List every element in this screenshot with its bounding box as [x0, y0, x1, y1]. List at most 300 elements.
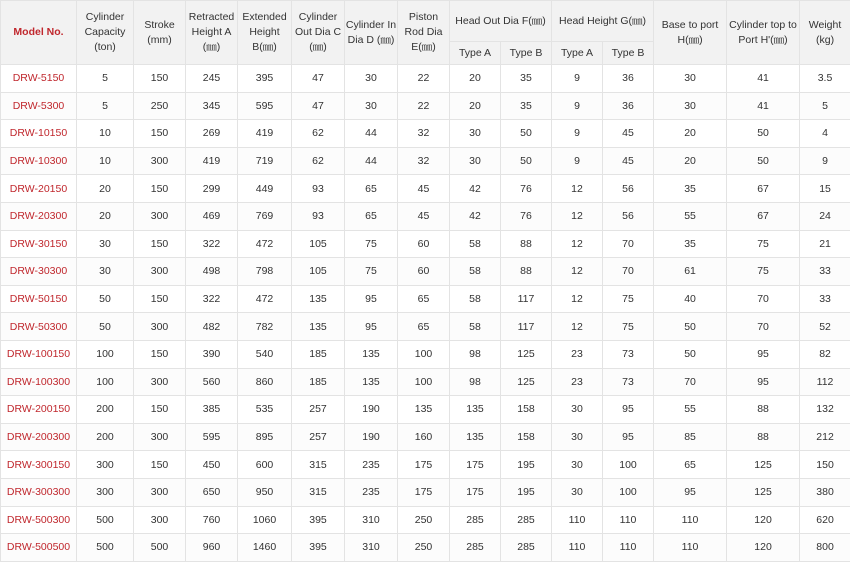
table-cell: 760	[186, 506, 238, 534]
table-cell: 322	[186, 230, 238, 258]
table-cell: 160	[398, 423, 450, 451]
model-number-link[interactable]: DRW-100150	[1, 340, 77, 368]
table-cell: 56	[603, 202, 654, 230]
table-cell: 88	[727, 423, 800, 451]
table-cell: 95	[727, 340, 800, 368]
table-cell: 23	[552, 368, 603, 396]
table-cell: 85	[654, 423, 727, 451]
table-cell: 70	[727, 285, 800, 313]
table-cell: 22	[398, 65, 450, 93]
table-cell: 125	[727, 451, 800, 479]
table-cell: 88	[727, 396, 800, 424]
table-cell: 300	[134, 423, 186, 451]
model-number-link[interactable]: DRW-5150	[1, 65, 77, 93]
model-number-link[interactable]: DRW-300300	[1, 478, 77, 506]
table-cell: 498	[186, 258, 238, 286]
table-cell: 110	[552, 534, 603, 562]
header-head-out-type-b: Type B	[501, 42, 552, 65]
table-cell: 895	[238, 423, 292, 451]
table-cell: 345	[186, 92, 238, 120]
table-cell: 112	[800, 368, 850, 396]
model-number-link[interactable]: DRW-20150	[1, 175, 77, 203]
table-cell: 1460	[238, 534, 292, 562]
table-cell: 100	[77, 340, 134, 368]
table-cell: 419	[186, 147, 238, 175]
table-cell: 50	[501, 147, 552, 175]
table-cell: 88	[501, 258, 552, 286]
table-cell: 250	[398, 534, 450, 562]
table-cell: 125	[501, 368, 552, 396]
table-cell: 300	[77, 478, 134, 506]
header-in-dia: Cylinder In Dia D (㎜)	[345, 1, 398, 65]
table-body	[1, 65, 850, 562]
table-cell: 195	[501, 478, 552, 506]
table-cell: 105	[292, 230, 345, 258]
table-cell: 469	[186, 202, 238, 230]
table-cell: 35	[654, 175, 727, 203]
table-cell: 32	[398, 120, 450, 148]
table-cell: 250	[134, 92, 186, 120]
table-cell: 175	[450, 478, 501, 506]
table-cell: 110	[552, 506, 603, 534]
table-cell: 15	[800, 175, 850, 203]
table-cell: 41	[727, 65, 800, 93]
table-row	[1, 230, 850, 258]
table-cell: 245	[186, 65, 238, 93]
table-cell: 12	[552, 313, 603, 341]
table-cell: 500	[77, 534, 134, 562]
table-cell: 299	[186, 175, 238, 203]
table-cell: 212	[800, 423, 850, 451]
table-cell: 12	[552, 258, 603, 286]
table-cell: 55	[654, 202, 727, 230]
table-cell: 50	[727, 147, 800, 175]
table-cell: 30	[450, 147, 501, 175]
table-cell: 44	[345, 147, 398, 175]
table-cell: 798	[238, 258, 292, 286]
table-cell: 73	[603, 340, 654, 368]
table-cell: 75	[727, 258, 800, 286]
table-cell: 385	[186, 396, 238, 424]
table-cell: 300	[134, 147, 186, 175]
table-cell: 58	[450, 285, 501, 313]
table-row	[1, 368, 850, 396]
table-cell: 117	[501, 285, 552, 313]
table-row	[1, 313, 850, 341]
table-cell: 769	[238, 202, 292, 230]
table-cell: 540	[238, 340, 292, 368]
table-cell: 50	[727, 120, 800, 148]
model-number-link[interactable]: DRW-30300	[1, 258, 77, 286]
table-cell: 285	[501, 506, 552, 534]
table-row	[1, 478, 850, 506]
table-cell: 950	[238, 478, 292, 506]
table-cell: 600	[238, 451, 292, 479]
table-cell: 95	[345, 313, 398, 341]
table-cell: 860	[238, 368, 292, 396]
table-cell: 560	[186, 368, 238, 396]
table-row	[1, 340, 850, 368]
table-cell: 200	[77, 423, 134, 451]
table-cell: 60	[398, 258, 450, 286]
table-cell: 95	[345, 285, 398, 313]
header-head-height: Head Height G(㎜)	[552, 1, 654, 42]
table-cell: 269	[186, 120, 238, 148]
table-cell: 595	[186, 423, 238, 451]
table-row	[1, 506, 850, 534]
table-cell: 44	[345, 120, 398, 148]
table-cell: 45	[398, 202, 450, 230]
table-cell: 95	[603, 423, 654, 451]
table-cell: 110	[654, 534, 727, 562]
table-cell: 395	[292, 506, 345, 534]
table-cell: 41	[727, 92, 800, 120]
table-cell: 100	[398, 368, 450, 396]
model-number-link[interactable]: DRW-200150	[1, 396, 77, 424]
table-cell: 23	[552, 340, 603, 368]
table-cell: 82	[800, 340, 850, 368]
table-cell: 93	[292, 175, 345, 203]
table-cell: 195	[501, 451, 552, 479]
table-cell: 9	[552, 92, 603, 120]
table-cell: 10	[77, 147, 134, 175]
table-cell: 95	[727, 368, 800, 396]
table-cell: 36	[603, 92, 654, 120]
table-cell: 35	[654, 230, 727, 258]
table-cell: 33	[800, 285, 850, 313]
table-cell: 98	[450, 340, 501, 368]
table-cell: 150	[134, 340, 186, 368]
table-cell: 30	[77, 258, 134, 286]
table-cell: 20	[450, 65, 501, 93]
table-cell: 20	[450, 92, 501, 120]
header-out-dia: Cylinder Out Dia C (㎜)	[292, 1, 345, 65]
table-cell: 500	[77, 506, 134, 534]
model-number-link[interactable]: DRW-50150	[1, 285, 77, 313]
table-cell: 30	[552, 451, 603, 479]
header-stroke: Stroke (mm)	[134, 1, 186, 65]
table-cell: 4	[800, 120, 850, 148]
header-retracted: Retracted Height A (㎜)	[186, 1, 238, 65]
table-cell: 93	[292, 202, 345, 230]
table-cell: 47	[292, 92, 345, 120]
table-cell: 285	[450, 534, 501, 562]
table-cell: 100	[398, 340, 450, 368]
table-cell: 20	[654, 147, 727, 175]
table-cell: 158	[501, 423, 552, 451]
table-cell: 55	[654, 396, 727, 424]
table-cell: 22	[398, 92, 450, 120]
header-head-out-type-a: Type A	[450, 42, 501, 65]
table-cell: 9	[552, 147, 603, 175]
table-cell: 75	[345, 258, 398, 286]
table-cell: 395	[238, 65, 292, 93]
table-cell: 310	[345, 534, 398, 562]
table-cell: 58	[450, 230, 501, 258]
table-row	[1, 423, 850, 451]
table-cell: 315	[292, 451, 345, 479]
table-cell: 95	[603, 396, 654, 424]
table-cell: 472	[238, 230, 292, 258]
table-cell: 30	[552, 423, 603, 451]
table-cell: 24	[800, 202, 850, 230]
table-cell: 50	[654, 340, 727, 368]
table-cell: 30	[345, 92, 398, 120]
table-cell: 595	[238, 92, 292, 120]
table-row	[1, 534, 850, 562]
table-cell: 235	[345, 451, 398, 479]
table-cell: 175	[398, 478, 450, 506]
header-capacity: Cylinder Capacity (ton)	[77, 1, 134, 65]
table-cell: 175	[450, 451, 501, 479]
table-row	[1, 258, 850, 286]
table-cell: 30	[77, 230, 134, 258]
table-cell: 50	[77, 285, 134, 313]
table-cell: 200	[77, 396, 134, 424]
table-cell: 419	[238, 120, 292, 148]
header-head-height-type-b: Type B	[603, 42, 654, 65]
table-cell: 300	[134, 202, 186, 230]
model-number-link[interactable]: DRW-100300	[1, 368, 77, 396]
table-cell: 30	[450, 120, 501, 148]
table-cell: 76	[501, 175, 552, 203]
table-cell: 150	[134, 285, 186, 313]
table-cell: 135	[450, 423, 501, 451]
table-cell: 132	[800, 396, 850, 424]
table-row	[1, 65, 850, 93]
table-cell: 12	[552, 285, 603, 313]
table-cell: 150	[134, 451, 186, 479]
table-cell: 12	[552, 230, 603, 258]
table-row	[1, 175, 850, 203]
table-cell: 75	[603, 285, 654, 313]
model-number-link[interactable]: DRW-500500	[1, 534, 77, 562]
table-cell: 390	[186, 340, 238, 368]
table-cell: 300	[134, 258, 186, 286]
header-top-port: Cylinder top to Port H'(㎜)	[727, 1, 800, 65]
model-number-link[interactable]: DRW-5300	[1, 92, 77, 120]
table-cell: 620	[800, 506, 850, 534]
table-cell: 65	[345, 202, 398, 230]
table-cell: 75	[727, 230, 800, 258]
table-cell: 185	[292, 340, 345, 368]
table-cell: 76	[501, 202, 552, 230]
table-cell: 61	[654, 258, 727, 286]
table-cell: 257	[292, 396, 345, 424]
table-cell: 42	[450, 202, 501, 230]
table-cell: 40	[654, 285, 727, 313]
table-cell: 300	[134, 478, 186, 506]
table-cell: 58	[450, 313, 501, 341]
table-cell: 5	[77, 65, 134, 93]
table-cell: 70	[654, 368, 727, 396]
table-cell: 105	[292, 258, 345, 286]
table-cell: 117	[501, 313, 552, 341]
table-cell: 5	[800, 92, 850, 120]
table-cell: 50	[654, 313, 727, 341]
table-cell: 315	[292, 478, 345, 506]
table-cell: 535	[238, 396, 292, 424]
table-cell: 135	[345, 340, 398, 368]
table-cell: 9	[552, 65, 603, 93]
table-cell: 62	[292, 120, 345, 148]
table-cell: 32	[398, 147, 450, 175]
table-cell: 190	[345, 423, 398, 451]
table-cell: 1060	[238, 506, 292, 534]
table-cell: 322	[186, 285, 238, 313]
table-cell: 20	[77, 175, 134, 203]
table-cell: 125	[501, 340, 552, 368]
table-cell: 150	[800, 451, 850, 479]
model-number-link[interactable]: DRW-10150	[1, 120, 77, 148]
table-cell: 35	[501, 65, 552, 93]
header-rod-dia: Piston Rod Dia E(㎜)	[398, 1, 450, 65]
table-cell: 65	[398, 285, 450, 313]
table-cell: 482	[186, 313, 238, 341]
table-cell: 110	[603, 534, 654, 562]
table-row	[1, 120, 850, 148]
header-model: Model No.	[1, 1, 77, 65]
table-cell: 719	[238, 147, 292, 175]
table-cell: 95	[654, 478, 727, 506]
table-cell: 9	[800, 147, 850, 175]
table-cell: 100	[603, 451, 654, 479]
table-cell: 110	[654, 506, 727, 534]
table-row	[1, 285, 850, 313]
table-cell: 30	[552, 396, 603, 424]
table-cell: 135	[450, 396, 501, 424]
table-row	[1, 396, 850, 424]
table-cell: 56	[603, 175, 654, 203]
table-cell: 62	[292, 147, 345, 175]
table-cell: 42	[450, 175, 501, 203]
table-row	[1, 147, 850, 175]
table-cell: 67	[727, 202, 800, 230]
table-cell: 35	[501, 92, 552, 120]
table-cell: 300	[77, 451, 134, 479]
table-cell: 50	[501, 120, 552, 148]
table-cell: 21	[800, 230, 850, 258]
table-cell: 500	[134, 534, 186, 562]
table-cell: 135	[398, 396, 450, 424]
table-cell: 175	[398, 451, 450, 479]
table-cell: 449	[238, 175, 292, 203]
table-cell: 150	[134, 175, 186, 203]
table-cell: 47	[292, 65, 345, 93]
table-cell: 65	[654, 451, 727, 479]
table-cell: 70	[603, 258, 654, 286]
table-cell: 800	[800, 534, 850, 562]
table-cell: 150	[134, 120, 186, 148]
table-cell: 30	[654, 65, 727, 93]
table-cell: 12	[552, 175, 603, 203]
table-cell: 30	[552, 478, 603, 506]
table-cell: 75	[603, 313, 654, 341]
table-cell: 98	[450, 368, 501, 396]
table-cell: 250	[398, 506, 450, 534]
table-cell: 70	[727, 313, 800, 341]
table-cell: 190	[345, 396, 398, 424]
table-cell: 65	[345, 175, 398, 203]
model-number-link[interactable]: DRW-300150	[1, 451, 77, 479]
model-number-link[interactable]: DRW-10300	[1, 147, 77, 175]
table-cell: 9	[552, 120, 603, 148]
table-cell: 20	[654, 120, 727, 148]
table-cell: 73	[603, 368, 654, 396]
table-cell: 45	[603, 147, 654, 175]
table-cell: 472	[238, 285, 292, 313]
table-cell: 135	[345, 368, 398, 396]
table-cell: 5	[77, 92, 134, 120]
table-cell: 10	[77, 120, 134, 148]
table-cell: 30	[345, 65, 398, 93]
table-cell: 120	[727, 534, 800, 562]
table-cell: 45	[398, 175, 450, 203]
table-cell: 235	[345, 478, 398, 506]
table-cell: 135	[292, 285, 345, 313]
model-number-link[interactable]: DRW-20300	[1, 202, 77, 230]
model-number-link[interactable]: DRW-50300	[1, 313, 77, 341]
table-cell: 300	[134, 506, 186, 534]
table-cell: 150	[134, 396, 186, 424]
table-cell: 185	[292, 368, 345, 396]
table-cell: 650	[186, 478, 238, 506]
table-cell: 45	[603, 120, 654, 148]
table-cell: 960	[186, 534, 238, 562]
table-cell: 285	[450, 506, 501, 534]
table-cell: 125	[727, 478, 800, 506]
table-cell: 100	[603, 478, 654, 506]
table-cell: 20	[77, 202, 134, 230]
table-cell: 50	[77, 313, 134, 341]
table-cell: 310	[345, 506, 398, 534]
table-cell: 285	[501, 534, 552, 562]
table-cell: 150	[134, 230, 186, 258]
table-row	[1, 451, 850, 479]
table-cell: 65	[398, 313, 450, 341]
table-cell: 450	[186, 451, 238, 479]
table-cell: 135	[292, 313, 345, 341]
header-base-port: Base to port H(㎜)	[654, 1, 727, 65]
model-number-link[interactable]: DRW-30150	[1, 230, 77, 258]
table-cell: 60	[398, 230, 450, 258]
model-number-link[interactable]: DRW-200300	[1, 423, 77, 451]
table-cell: 75	[345, 230, 398, 258]
table-cell: 67	[727, 175, 800, 203]
table-cell: 3.5	[800, 65, 850, 93]
table-cell: 58	[450, 258, 501, 286]
table-cell: 120	[727, 506, 800, 534]
table-cell: 70	[603, 230, 654, 258]
table-cell: 52	[800, 313, 850, 341]
table-cell: 150	[134, 65, 186, 93]
table-cell: 12	[552, 202, 603, 230]
table-cell: 110	[603, 506, 654, 534]
table-cell: 257	[292, 423, 345, 451]
table-cell: 30	[654, 92, 727, 120]
table-cell: 100	[77, 368, 134, 396]
table-cell: 380	[800, 478, 850, 506]
header-extended: Extended Height B(㎜)	[238, 1, 292, 65]
table-cell: 782	[238, 313, 292, 341]
header-head-out-dia: Head Out Dia F(㎜)	[450, 1, 552, 42]
model-number-link[interactable]: DRW-500300	[1, 506, 77, 534]
table-cell: 33	[800, 258, 850, 286]
table-cell: 88	[501, 230, 552, 258]
table-cell: 300	[134, 368, 186, 396]
table-cell: 36	[603, 65, 654, 93]
table-row	[1, 202, 850, 230]
